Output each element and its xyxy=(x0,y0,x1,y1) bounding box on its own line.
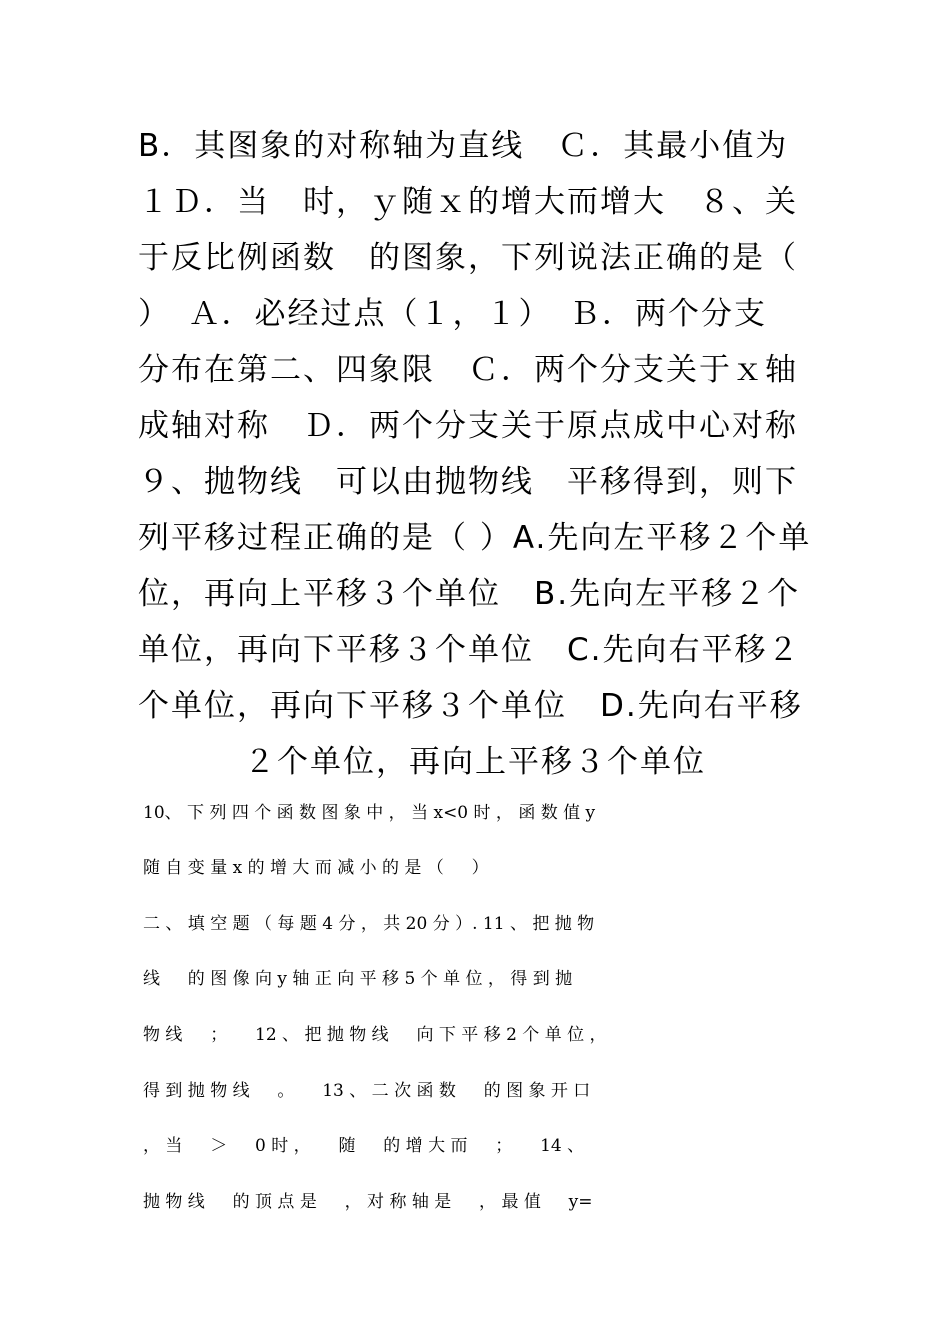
question-line: B．其图象的对称轴为直线 Ｃ．其最小值为 xyxy=(138,128,789,164)
question-line: １Ｄ．当 时，ｙ随ｘ的增大而增大 ８、关 xyxy=(138,184,798,220)
question-line: ） Ａ．必经过点（１，１） Ｂ．两个分支 xyxy=(138,296,767,332)
question-line: 于反比例函数 的图象，下列说法正确的是（ xyxy=(138,240,798,276)
small-text-line: 物 线 ； 12 、 把 抛 物 线 向 下 平 移 2 个 单 位 ， xyxy=(143,1025,607,1045)
question-line: 分布在第二、四象限 Ｃ．两个分支关于ｘ轴 xyxy=(138,352,798,388)
small-text-line: 抛 物 线 的 顶 点 是 ， 对 称 轴 是 ， 最 值 y= xyxy=(143,1192,593,1212)
question-line: 成轴对称 Ｄ．两个分支关于原点成中心对称 xyxy=(138,408,798,444)
question-line: ９、抛物线 可以由抛物线 平移得到，则下 xyxy=(138,464,798,500)
question-line: 位，再向上平移３个单位 B.先向左平移２个 xyxy=(138,576,801,612)
small-text-line: ， 当 ＞ 0 时 ， 随 的 增 大 而 ； 14 、 xyxy=(143,1136,585,1156)
small-text-line: 二 、 填 空 题 （ 每 题 4 分 ， 共 20 分 ）. 11 、 把 抛 物 xyxy=(143,914,595,934)
question-line: 个单位，再向下平移３个单位 D.先向右平移 xyxy=(138,688,803,724)
question-line-centered: ２个单位，再向上平移３个单位 xyxy=(244,744,706,780)
small-text-line: 得 到 抛 物 线 。 13 、 二 次 函 数 的 图 象 开 口 xyxy=(143,1081,591,1101)
small-text-line: 10、 下 列 四 个 函 数 图 象 中 ， 当 x<0 时 ， 函 数 值 y xyxy=(143,803,596,823)
question-line: 列平移过程正确的是（ ）A.先向左平移２个单 xyxy=(138,520,812,556)
small-text-line: 随 自 变 量 x 的 增 大 而 减 小 的 是 （ ） xyxy=(143,858,489,878)
small-text-line: 线 的 图 像 向 y 轴 正 向 平 移 5 个 单 位 ， 得 到 抛 xyxy=(143,969,573,989)
question-line: 单位，再向下平移３个单位 C.先向右平移２ xyxy=(138,632,801,668)
